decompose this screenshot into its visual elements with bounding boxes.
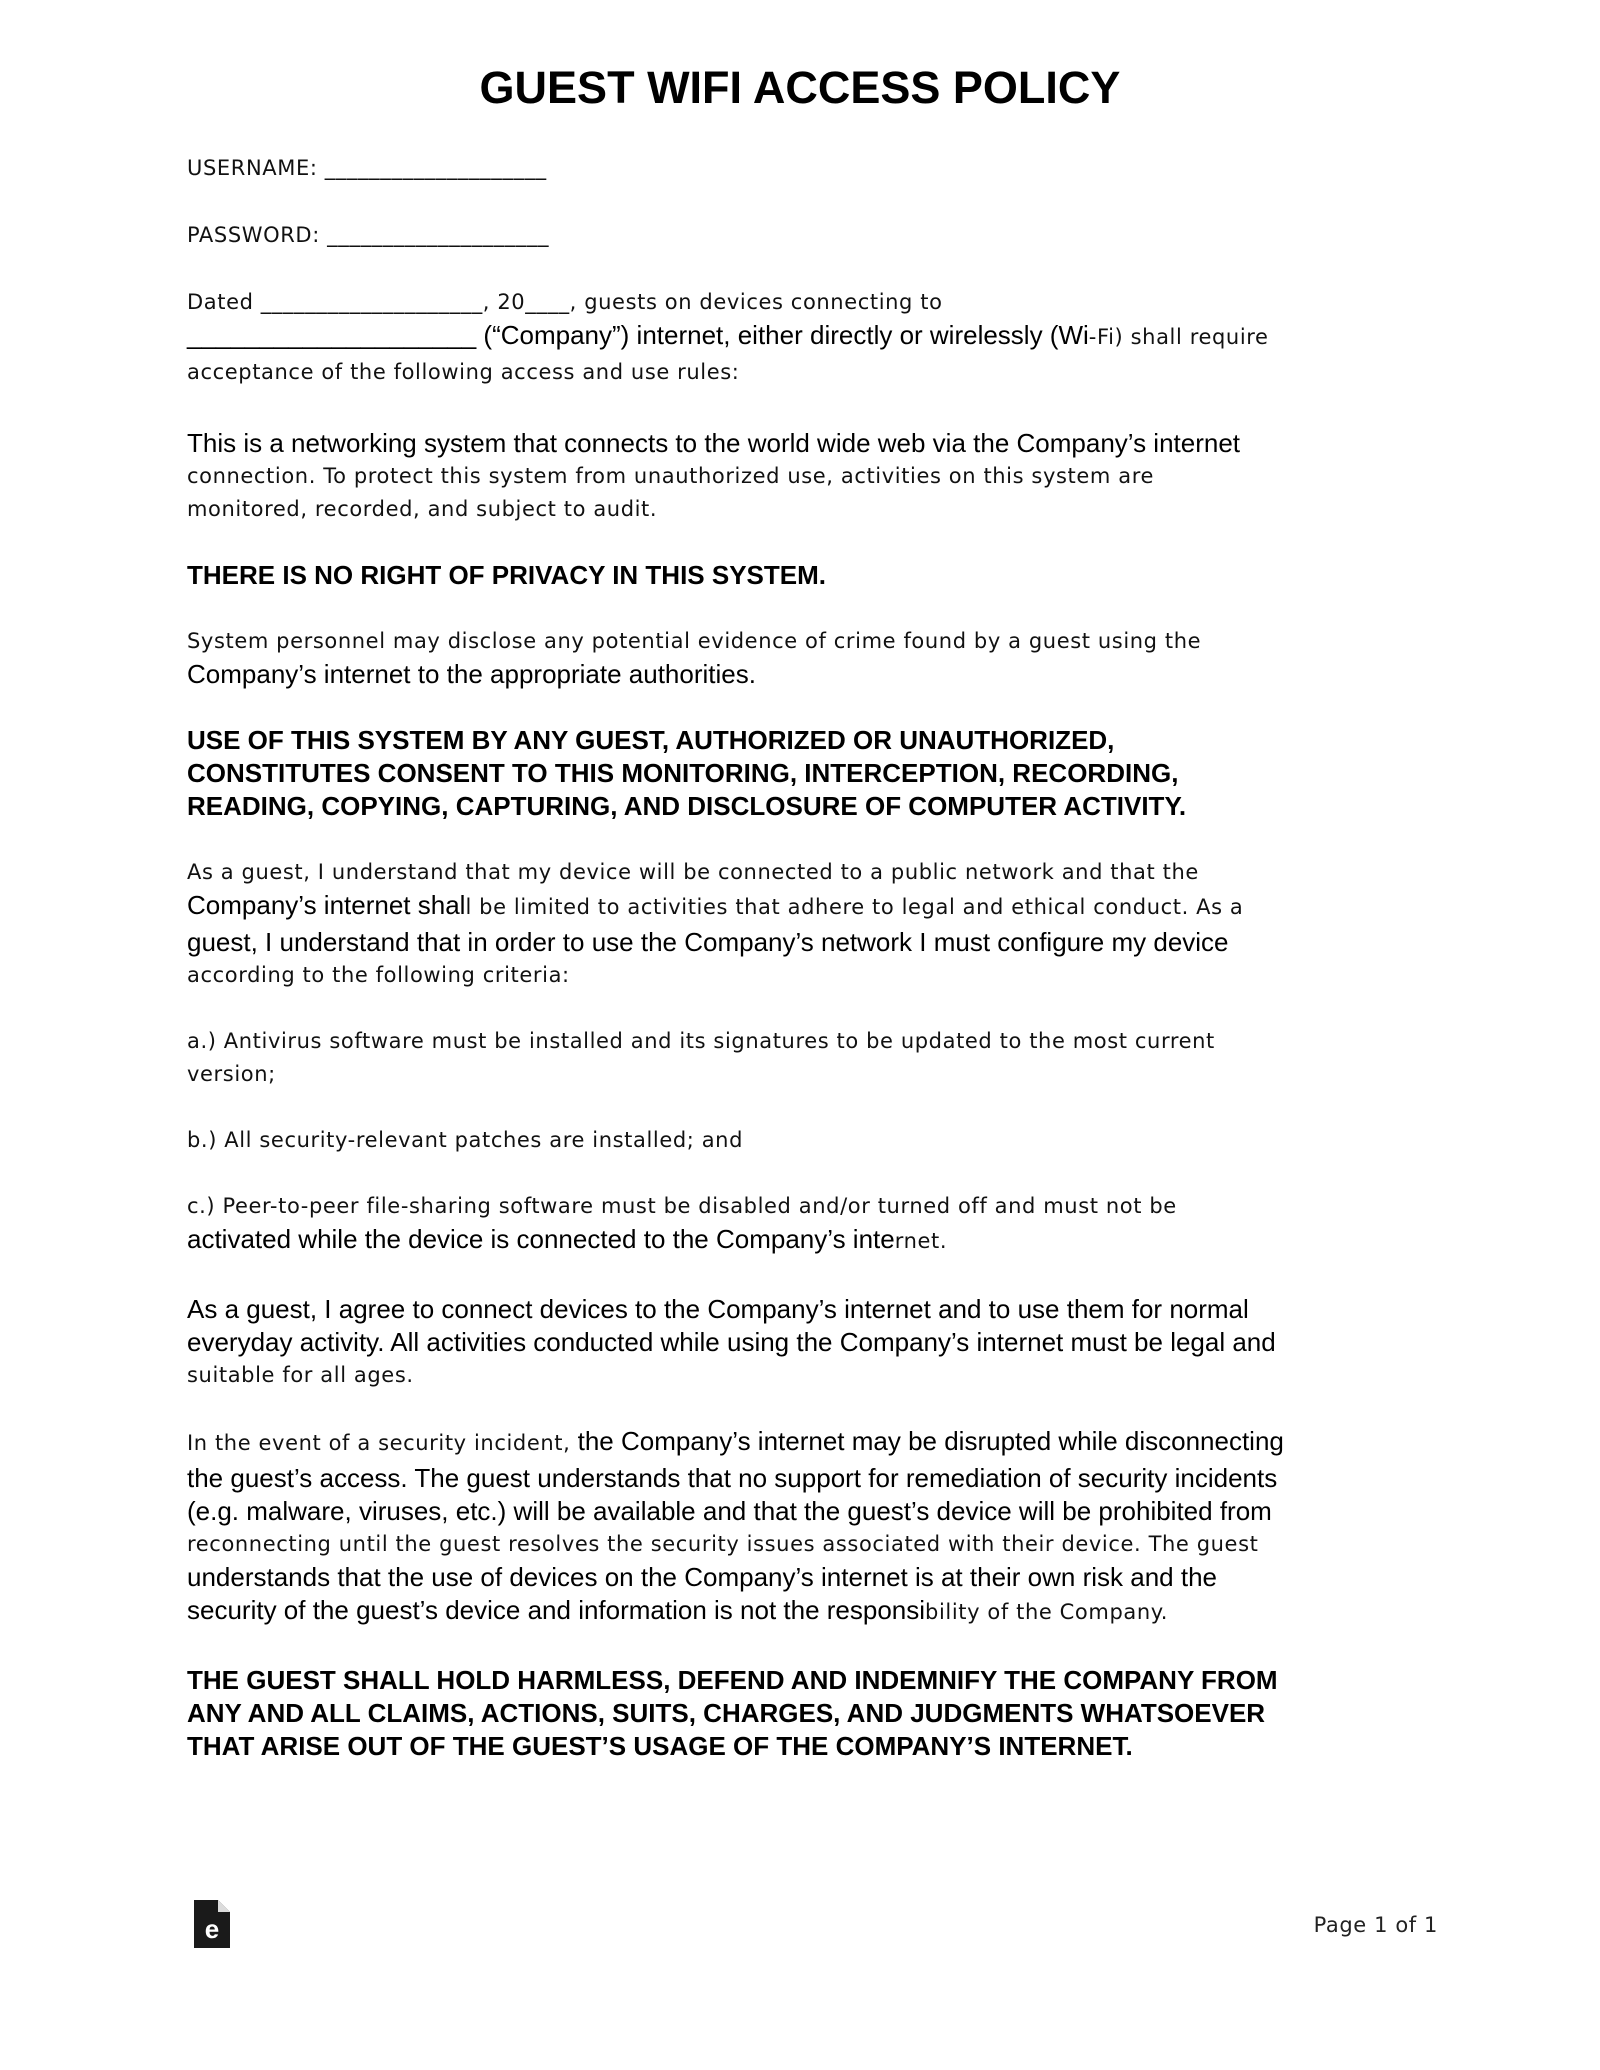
criteria-item-b: b.) All security-relevant patches are installed; and bbox=[187, 1128, 744, 1152]
criteria-item-c bbox=[187, 1190, 1417, 1260]
criteria-line: version; bbox=[187, 1062, 276, 1086]
paragraph-line: the guest’s access. The guest understands that no support for remediation of security incidents bbox=[187, 1463, 1278, 1493]
intro-line: acceptance of the following access and use rules: bbox=[187, 360, 740, 384]
password-field-line: PASSWORD: ____________________ bbox=[187, 223, 550, 247]
criteria-line bbox=[187, 1223, 1417, 1260]
paragraph-line: connection. To protect this system from unauthorized use, activities on this system are bbox=[187, 464, 1154, 488]
paragraph-text: In the event of a security incident, bbox=[187, 1431, 571, 1455]
paragraph-line: reconnecting until the guest resolves the security issues associated with their device. The guest bbox=[187, 1532, 1259, 1556]
criteria-line: a.) Antivirus software must be installed and its signatures to be updated to the most current bbox=[187, 1029, 1215, 1053]
criteria-line: c.) Peer-to-peer file-sharing software must be disabled and/or turned off and must not be bbox=[187, 1194, 1177, 1218]
paragraph-text: security of the guest’s device and information is not the responsi bbox=[187, 1595, 926, 1625]
privacy-heading: THERE IS NO RIGHT OF PRIVACY IN THIS SYSTEM. bbox=[187, 560, 826, 590]
paragraph-line: (e.g. malware, viruses, etc.) will be available and that the guest’s device will be prohibited from bbox=[187, 1496, 1272, 1526]
security-incident-paragraph bbox=[187, 1425, 1417, 1631]
notice-line: READING, COPYING, CAPTURING, AND DISCLOSURE OF COMPUTER ACTIVITY. bbox=[187, 791, 1187, 821]
paragraph-line bbox=[187, 1594, 1417, 1631]
notice-line: ANY AND ALL CLAIMS, ACTIONS, SUITS, CHARGES, AND JUDGMENTS WHATSOEVER bbox=[187, 1698, 1266, 1728]
paragraph-line: suitable for all ages. bbox=[187, 1363, 414, 1387]
intro-text: -Fi) shall require bbox=[1088, 325, 1269, 349]
disclosure-paragraph bbox=[187, 625, 1417, 691]
intro-text: ____________________ (“Company”) internet, either directly or wirelessly (Wi bbox=[187, 320, 1089, 350]
paragraph-line: Company’s internet to the appropriate authorities. bbox=[187, 659, 756, 689]
paragraph-line: everyday activity. All activities conducted while using the Company’s internet must be legal and bbox=[187, 1327, 1276, 1357]
criteria-text: activated while the device is connected to the Company’s inte bbox=[187, 1224, 895, 1254]
page-number: Page 1 of 1 bbox=[1313, 1913, 1438, 1937]
guest-understanding-paragraph bbox=[187, 856, 1417, 992]
notice-line: THE GUEST SHALL HOLD HARMLESS, DEFEND AND INDEMNIFY THE COMPANY FROM bbox=[187, 1665, 1278, 1695]
notice-line: THAT ARISE OUT OF THE GUEST’S USAGE OF THE COMPANY’S INTERNET. bbox=[187, 1731, 1133, 1761]
indemnify-notice bbox=[187, 1664, 1417, 1763]
paragraph-line: As a guest, I understand that my device will be connected to a public network and that the bbox=[187, 860, 1199, 884]
criteria-item-a bbox=[187, 1025, 1417, 1091]
intro-line bbox=[187, 319, 1417, 356]
paragraph-text: bility of the Company. bbox=[925, 1600, 1169, 1624]
criteria-text: rnet. bbox=[894, 1229, 948, 1253]
paragraph-text: Company’s internet shal bbox=[187, 890, 466, 920]
paragraph-text: the Company’s internet may be disrupted while disconnecting bbox=[570, 1426, 1284, 1456]
paragraph-line: System personnel may disclose any potential evidence of crime found by a guest using the bbox=[187, 629, 1202, 653]
paragraph-line: monitored, recorded, and subject to audit. bbox=[187, 497, 658, 521]
notice-line: USE OF THIS SYSTEM BY ANY GUEST, AUTHORIZED OR UNAUTHORIZED, bbox=[187, 725, 1115, 755]
username-field-line: USERNAME: ____________________ bbox=[187, 156, 547, 180]
intro-line: Dated ____________________, 20____, guests on devices connecting to bbox=[187, 290, 943, 314]
intro-paragraph bbox=[187, 286, 1417, 389]
eforms-logo-icon bbox=[194, 1900, 230, 1948]
agreement-paragraph bbox=[187, 1293, 1417, 1392]
document-title: GUEST WIFI ACCESS POLICY bbox=[479, 62, 1121, 113]
logo-letter: e bbox=[204, 1914, 220, 1944]
notice-line: CONSTITUTES CONSENT TO THIS MONITORING, INTERCEPTION, RECORDING, bbox=[187, 758, 1179, 788]
document-body bbox=[187, 152, 1417, 1763]
paragraph-line bbox=[187, 1425, 1417, 1462]
paragraph-line: according to the following criteria: bbox=[187, 963, 570, 987]
paragraph-line: As a guest, I agree to connect devices to the Company’s internet and to use them for normal bbox=[187, 1294, 1249, 1324]
paragraph-line bbox=[187, 889, 1417, 926]
paragraph-line: understands that the use of devices on the Company’s internet is at their own risk and the bbox=[187, 1562, 1218, 1592]
paragraph-text: l be limited to activities that adhere to legal and ethical conduct. As a bbox=[465, 895, 1244, 919]
paragraph-line: guest, I understand that in order to use the Company’s network I must configure my device bbox=[187, 927, 1229, 957]
paragraph-line: This is a networking system that connects to the world wide web via the Company’s internet bbox=[187, 428, 1241, 458]
monitoring-paragraph bbox=[187, 427, 1417, 526]
consent-notice bbox=[187, 724, 1417, 823]
